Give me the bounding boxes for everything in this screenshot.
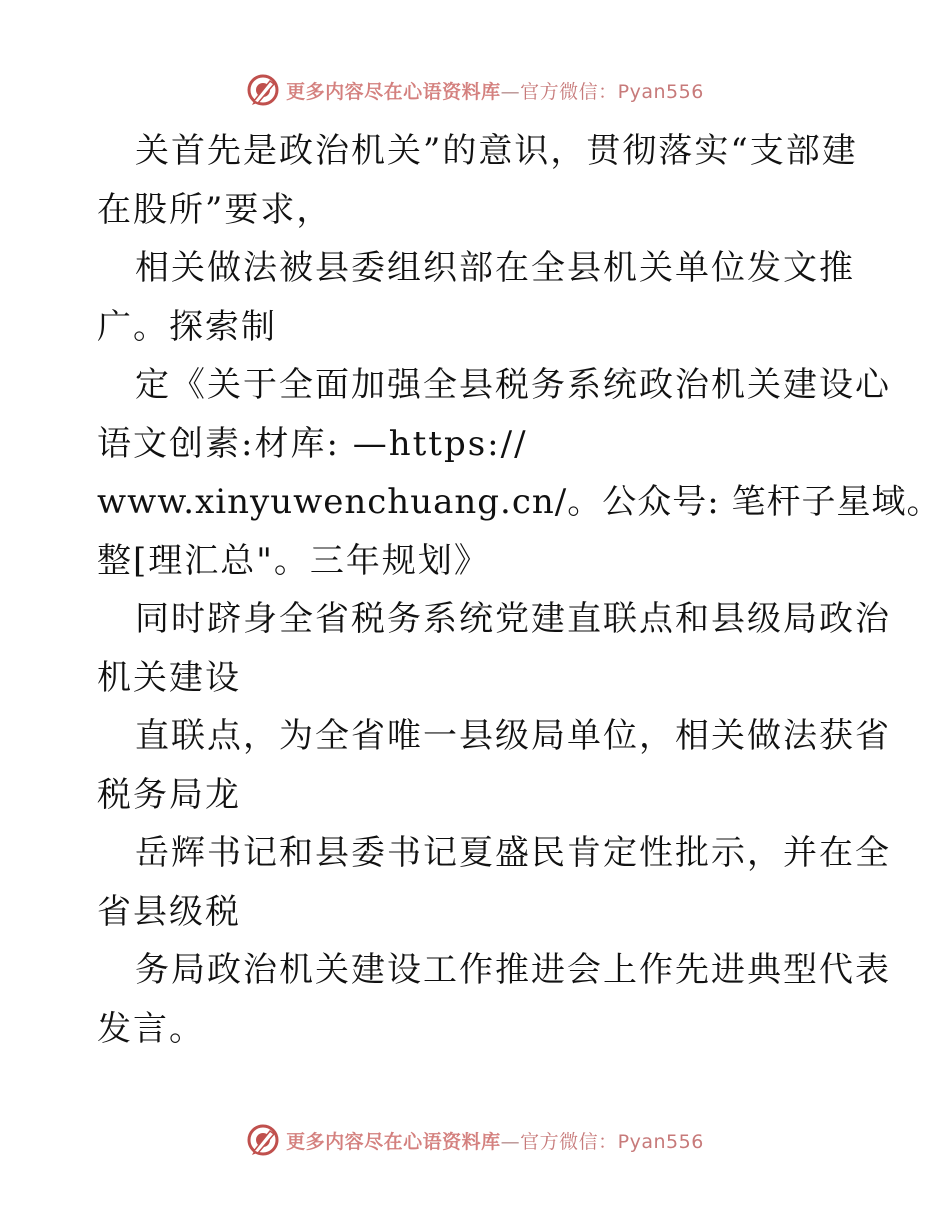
banner-main-text: 更多内容尽在心语资料库 <box>286 1130 501 1153</box>
paragraph-7 <box>97 824 891 941</box>
banner-main-text: 更多内容尽在心语资料库 <box>286 80 501 103</box>
paragraph-line: 关首先是政治机关”的意识，贯彻落实“支部建 <box>135 131 858 171</box>
paragraph-line: 直联点，为全省唯一县级局单位，相关做法获省 <box>135 716 891 756</box>
paragraph-line: 语文创素:材库: —https:// <box>97 423 528 464</box>
paragraph-5 <box>97 590 891 707</box>
banner-text <box>286 77 704 104</box>
paragraph-line: 务局政治机关建设工作推进会上作先进典型代表 <box>135 950 891 990</box>
paragraph-3 <box>97 356 891 473</box>
banner-separator: — <box>500 1130 521 1153</box>
paragraph-line: 发言。 <box>97 1008 205 1049</box>
paragraph-line: 整[理汇总"。三年规划》 <box>97 540 490 581</box>
paragraph-1 <box>97 122 857 239</box>
paragraph-line: 岳辉书记和县委书记夏盛民肯定性批示，并在全 <box>135 833 891 873</box>
paragraph-line: 同时跻身全省税务系统党建直联点和县级局政治 <box>135 599 891 639</box>
paragraph-line: 税务局龙 <box>97 774 241 815</box>
document-body <box>97 122 942 1058</box>
paragraph-line: 广。探索制 <box>97 306 277 347</box>
banner-wechat-text: 官方微信：Pyan556 <box>520 80 704 103</box>
paragraph-line: 相关做法被县委组织部在全县机关单位发文推 <box>135 248 855 288</box>
paragraph-line: 定《关于全面加强全县税务系统政治机关建设心 <box>135 365 891 405</box>
banner-wechat-text: 官方微信：Pyan556 <box>520 1130 704 1153</box>
banner-separator: — <box>500 80 521 103</box>
banner-text <box>286 1127 704 1154</box>
paragraph-line: 省县级税 <box>97 891 241 932</box>
footer-banner <box>0 1120 950 1160</box>
paragraph-line: 在股所”要求， <box>97 189 333 230</box>
paragraph-line: www.xinyuwenchuang.cn/。公众号: 笔杆子星域。 <box>97 482 942 522</box>
paragraph-8 <box>97 941 891 1058</box>
header-banner <box>0 70 950 110</box>
pen-logo-icon <box>246 1123 280 1157</box>
paragraph-line: 机关建设 <box>97 657 241 698</box>
paragraph-2 <box>97 239 857 356</box>
pen-logo-icon <box>246 73 280 107</box>
paragraph-6 <box>97 707 891 824</box>
paragraph-4 <box>97 473 942 590</box>
